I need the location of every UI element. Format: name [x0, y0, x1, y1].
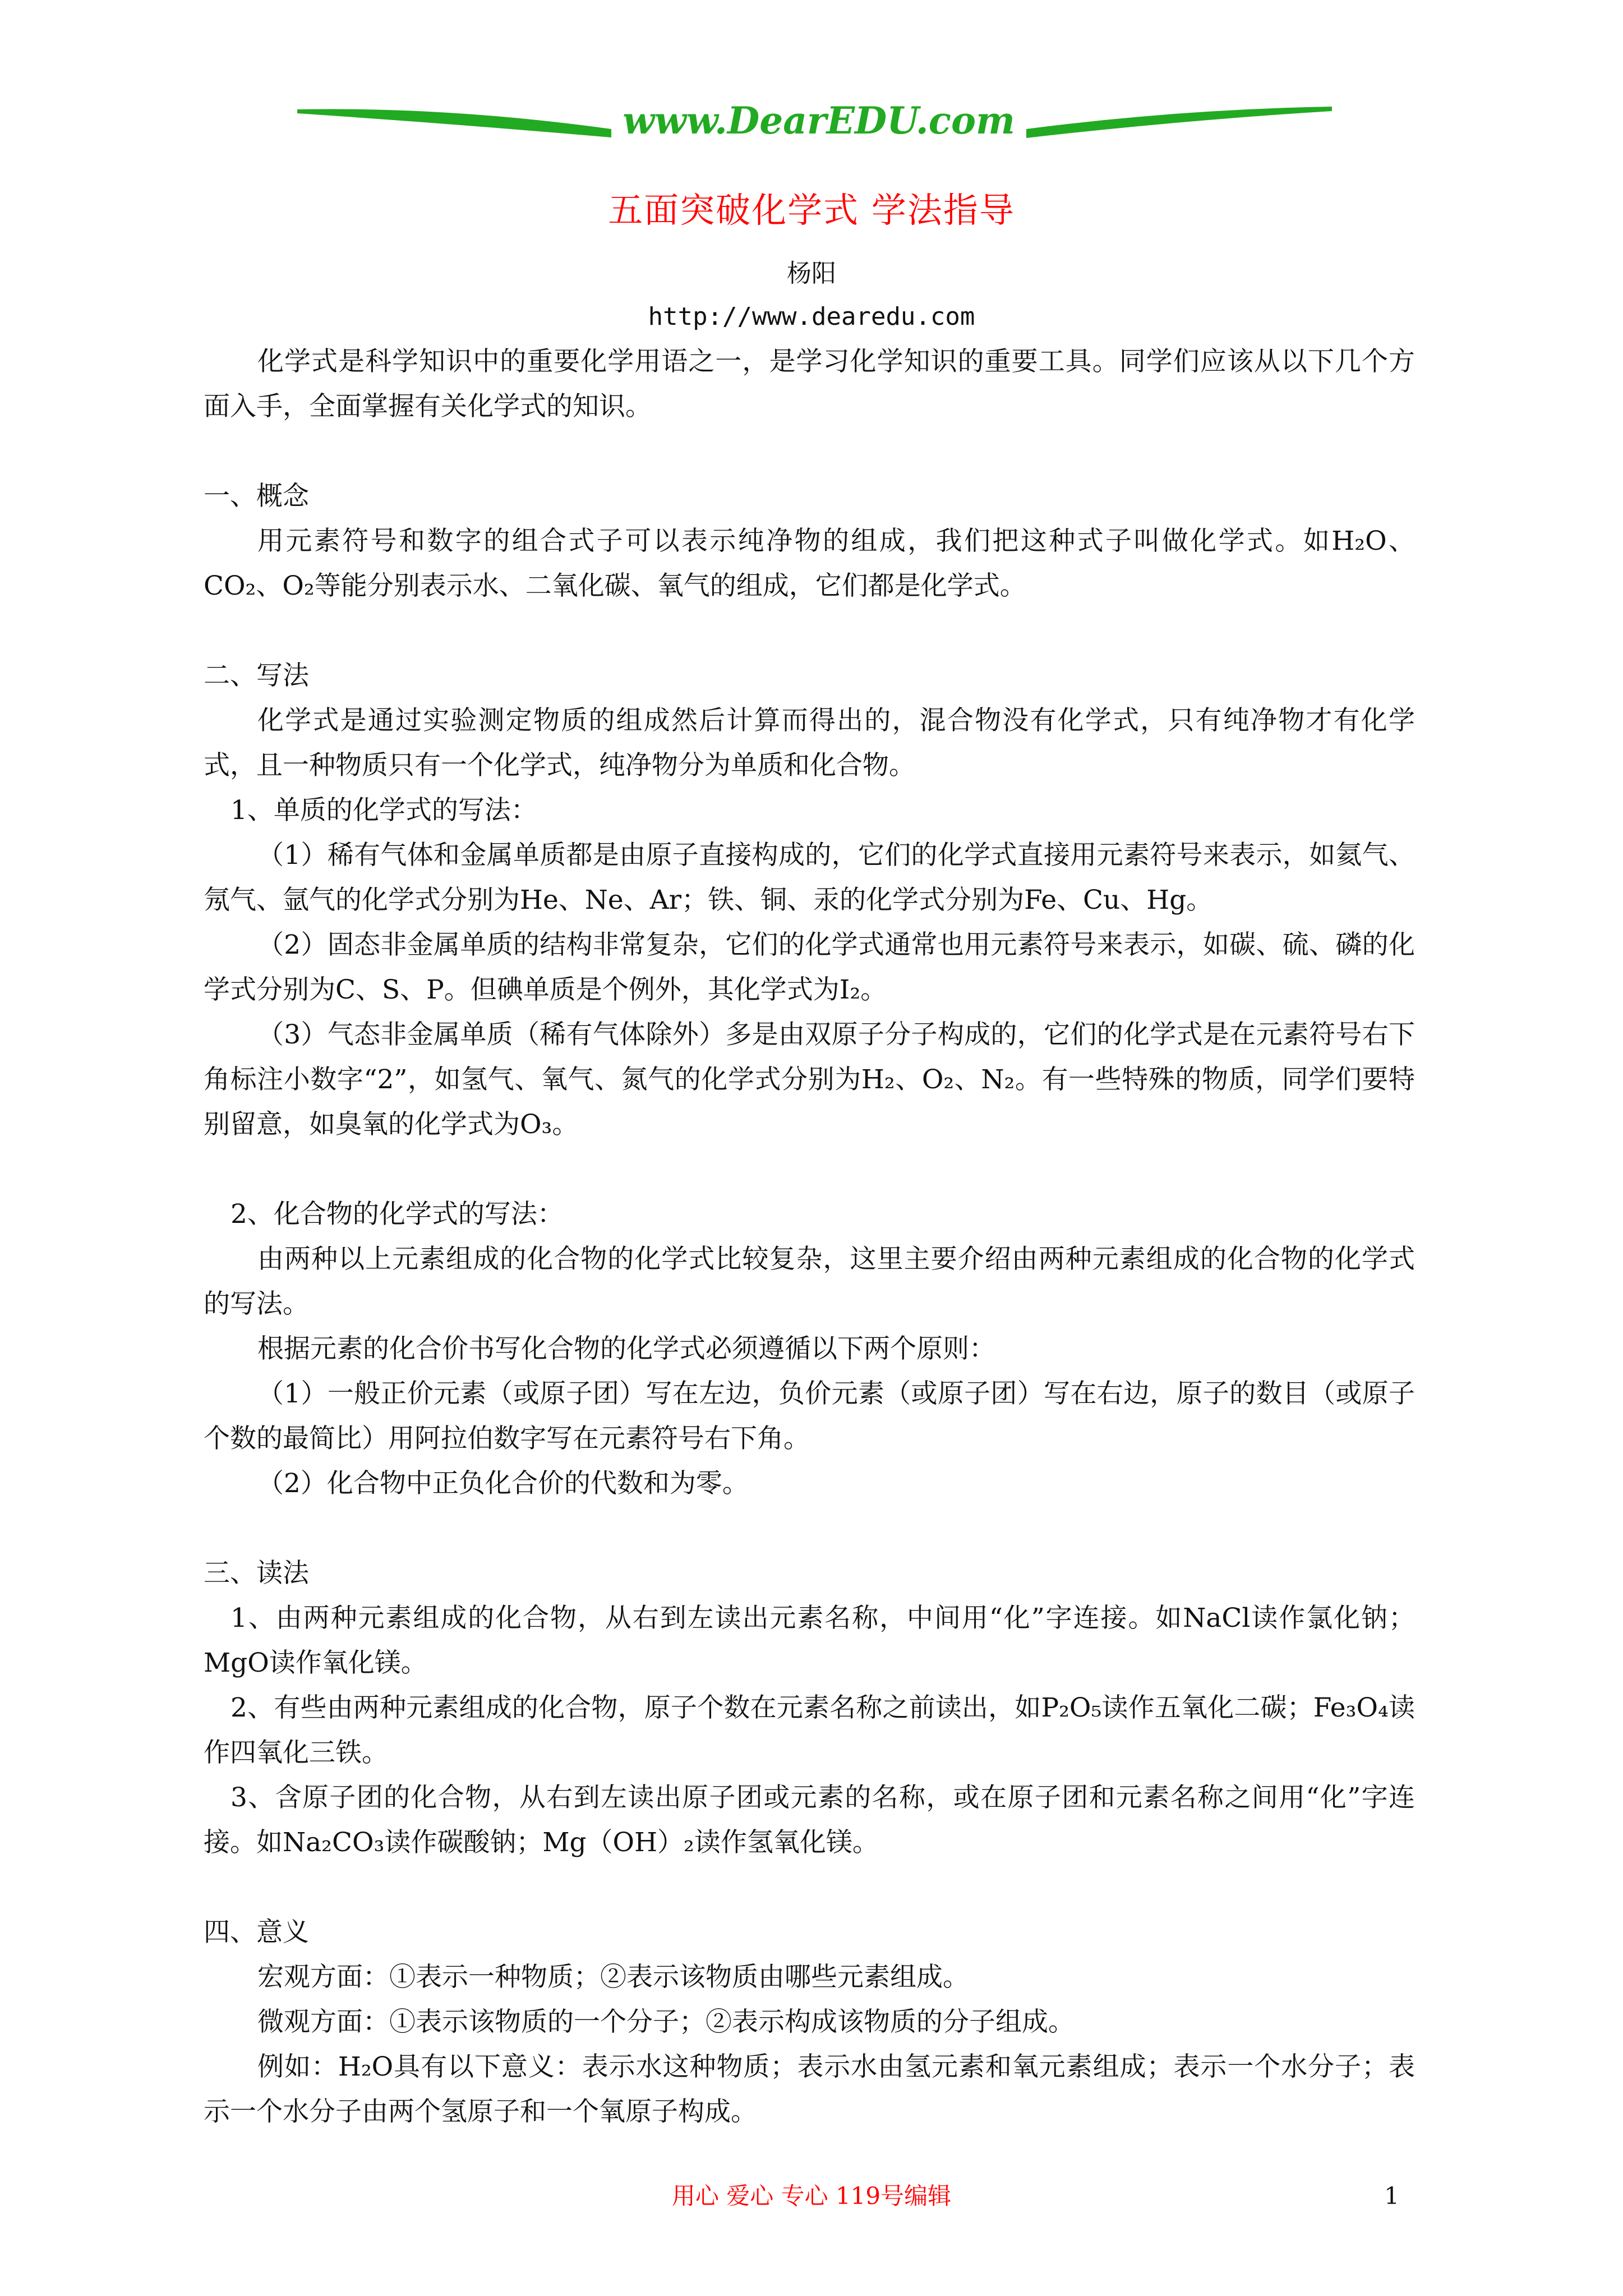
formula-co2: CO₂: [204, 570, 256, 601]
concept-paragraph: [204, 519, 1415, 609]
spacer: [204, 1506, 1415, 1551]
header-swoosh-left: [297, 109, 611, 137]
elements-rule-3: （3）气态非金属单质（稀有气体除外）多是由双原子分子构成的，它们的化学式是在元素符号右下角标注小数字“2”，如氢气、氧气、氮气的化学式分别为H₂、O₂、N₂。有一些特殊的物质，同学们要特别留意，如臭氧的化学式为O₃。: [204, 1019, 1415, 1140]
concept-text-a: 用元素符号和数字的组合式子可以表示纯净物的组成，我们把这种式子叫做化学式。如: [257, 526, 1332, 556]
section-heading-concept: 一、概念: [204, 481, 309, 512]
formula-o2: O₂: [282, 570, 315, 601]
page-header: [0, 84, 1623, 163]
meaning-example: 例如：H₂O具有以下意义：表示水这种物质；表示水由氢元素和氧元素组成；表示一个水分子；表示一个水分子由两个氢原子和一个氧原子构成。: [204, 2051, 1415, 2127]
separator: 、: [1386, 526, 1415, 556]
section-heading-meaning: 四、意义: [204, 1917, 309, 1948]
spacer: [204, 609, 1415, 654]
compounds-rule-1: （1）一般正价元素（或原子团）写在左边，负价元素（或原子团）写在右边，原子的数目（或原子个数的最简比）用阿拉伯数字写在元素符号右下角。: [204, 1378, 1415, 1454]
intro-paragraph: 化学式是科学知识中的重要化学用语之一，是学习化学知识的重要工具。同学们应该从以下几个方面入手，全面掌握有关化学式的知识。: [204, 346, 1415, 422]
footer-text: 用心 爱心 专心 119号编辑: [671, 2182, 952, 2210]
elements-rule-2: （2）固态非金属单质的结构非常复杂，它们的化学式通常也用元素符号来表示，如碳、硫、磷的化学式分别为C、S、P。但碘单质是个例外，其化学式为I₂。: [204, 930, 1415, 1005]
compounds-paragraph-1: 由两种以上元素组成的化合物的化学式比较复杂，这里主要介绍由两种元素组成的化合物的化学式的写法。: [204, 1244, 1415, 1319]
page-number: 1: [1384, 2182, 1399, 2210]
compounds-paragraph-2: 根据元素的化合价书写化合物的化学式必须遵循以下两个原则：: [257, 1333, 995, 1364]
reading-rule-1: 1、由两种元素组成的化合物，从右到左读出元素名称，中间用“化”字连接。如NaCl读作氯化钠；MgO读作氧化镁。: [204, 1603, 1415, 1678]
spacer: [204, 1865, 1415, 1910]
compounds-rule-2: （2）化合物中正负化合价的代数和为零。: [257, 1468, 749, 1499]
meaning-micro: 微观方面：①表示该物质的一个分子；②表示构成该物质的分子组成。: [257, 2007, 1075, 2037]
formula-h2o: H₂O: [1331, 526, 1387, 556]
section-heading-reading: 三、读法: [204, 1558, 309, 1589]
header-logo-text: www.DearEDU.com: [623, 99, 1015, 142]
spacer: [204, 429, 1415, 474]
reading-rule-2: 2、有些由两种元素组成的化合物，原子个数在元素名称之前读出，如P₂O₅读作五氧化二碳；Fe₃O₄读作四氧化三铁。: [204, 1692, 1415, 1768]
subheading-compounds: 2、化合物的化学式的写法：: [230, 1199, 564, 1230]
document-body: [204, 339, 1415, 2134]
elements-rule-1: （1）稀有气体和金属单质都是由原子直接构成的，它们的化学式直接用元素符号来表示，如氦气、氖气、氩气的化学式分别为He、Ne、Ar；铁、铜、汞的化学式分别为Fe、Cu、Hg。: [204, 840, 1415, 915]
document-author: 杨阳: [787, 259, 836, 288]
document-url[interactable]: http://www.dearedu.com: [648, 302, 975, 331]
separator: 、: [256, 570, 283, 601]
header-banner: [0, 84, 1623, 163]
reading-rule-3: 3、含原子团的化合物，从右到左读出原子团或元素的名称，或在原子团和元素名称之间用“化”字连接。如Na₂CO₃读作碳酸钠；Mg（OH）₂读作氢氧化镁。: [204, 1782, 1415, 1858]
concept-text-b: 等能分别表示水、二氧化碳、氧气的组成，它们都是化学式。: [314, 570, 1026, 601]
subheading-elements: 1、单质的化学式的写法：: [230, 795, 537, 826]
header-swoosh-right: [1026, 107, 1332, 138]
writing-paragraph: 化学式是通过实验测定物质的组成然后计算而得出的，混合物没有化学式，只有纯净物才有化学式，且一种物质只有一个化学式，纯净物分为单质和化合物。: [204, 705, 1415, 781]
spacer: [204, 1147, 1415, 1192]
section-heading-writing: 二、写法: [204, 660, 309, 691]
meaning-macro: 宏观方面：①表示一种物质；②表示该物质由哪些元素组成。: [257, 1962, 969, 1993]
document-title: 五面突破化学式 学法指导: [608, 190, 1015, 231]
